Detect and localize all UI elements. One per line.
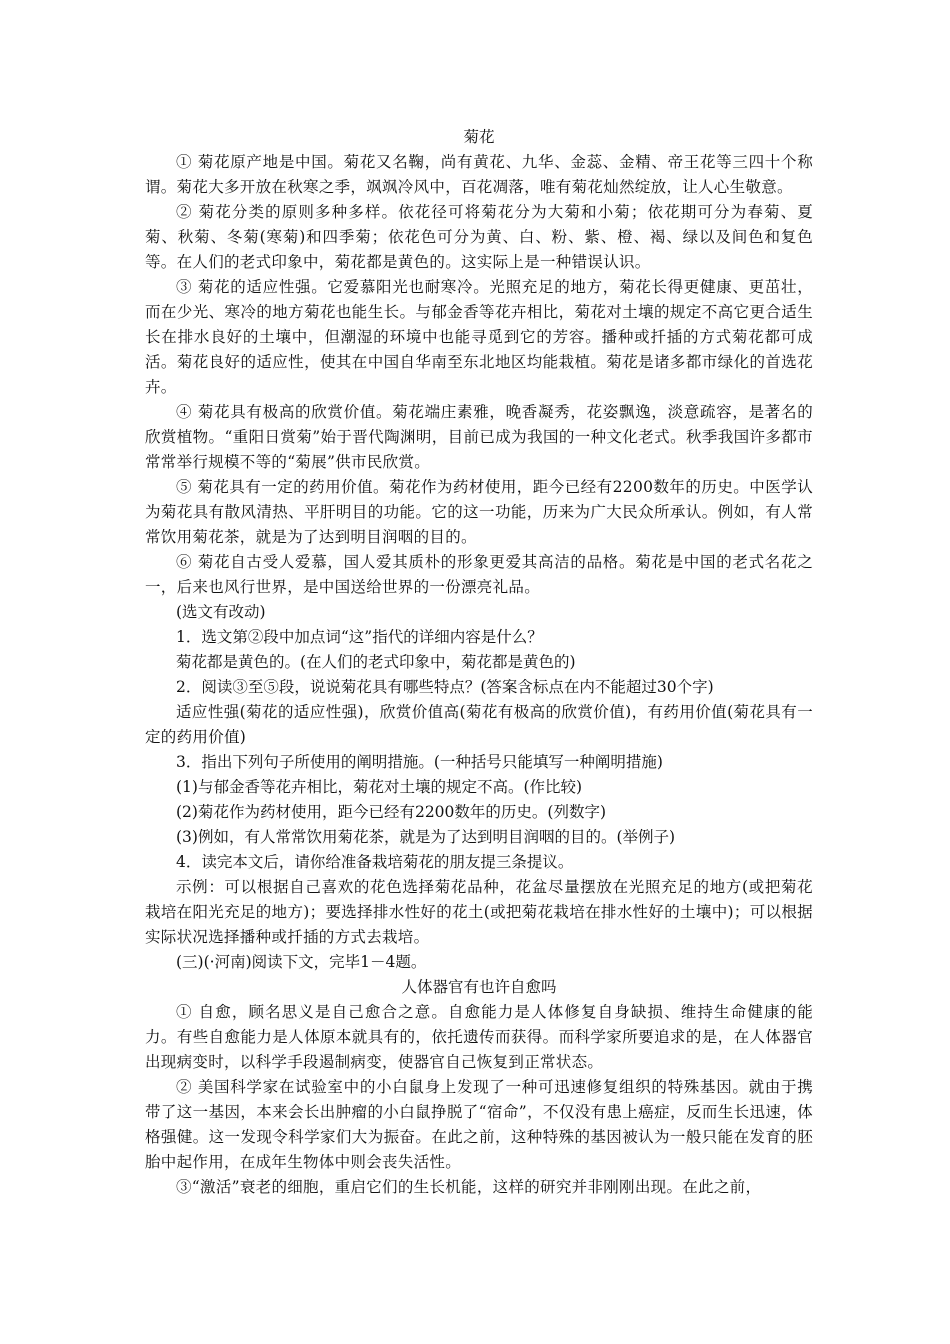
document-page [145, 125, 813, 1200]
article-title-chrysanthemum: 菊花 [463, 128, 495, 146]
question-3-item-1: (1)与郁金香等花卉相比，菊花对土壤的规定不高。(作比较) [176, 778, 583, 796]
answer-2: 适应性强(菊花的适应性强)，欣赏价值高(菊花有极高的欣赏价值)，有药用价值(菊花具有一定的药用价值) [145, 703, 813, 746]
answer-4: 示例：可以根据自己喜欢的花色选择菊花品种，花盆尽量摆放在光照充足的地方(或把菊花栽培在阳光充足的地方)；要选择排水性好的花土(或把菊花栽培在排水性好的土壤中)；可以根据实际状况选择播种或扦插的方式去栽培。 [145, 878, 813, 946]
paragraph-3: ③ 菊花的适应性强。它爱慕阳光也耐寒冷。光照充足的地方，菊花长得更健康、更茁壮，而在少光、寒冷的地方菊花也能生长。与郁金香等花卉相比，菊花对土壤的规定不高它更合适生长在排水良好的土壤中，但潮湿的环境中也能寻觅到它的芳容。播种或扦插的方式菊花都可成活。菊花良好的适应性，使其在中国自华南至东北地区均能栽植。菊花是诸多都市绿化的首选花卉。 [145, 278, 813, 396]
source-note: (选文有改动) [176, 603, 266, 621]
question-1: 1．选文第②段中加点词“这”指代的详细内容是什么？ [176, 628, 543, 646]
question-2: 2．阅读③至⑤段，说说菊花具有哪些特点？(答案含标点在内不能超过30个字) [176, 678, 714, 696]
paragraph-6: ⑥ 菊花自古受人爱慕，国人爱其质朴的形象更爱其高洁的品格。菊花是中国的老式名花之一，后来也风行世界，是中国送给世界的一份漂亮礼品。 [145, 553, 813, 596]
answer-1: 菊花都是黄色的。(在人们的老式印象中，菊花都是黄色的) [176, 653, 576, 671]
body-paragraph-1: ① 自愈，顾名思义是自己愈合之意。自愈能力是人体修复自身缺损、维持生命健康的能力。有些自愈能力是人体原本就具有的，依托遗传而获得。而科学家所要追求的是，在人体器官出现病变时，以科学手段遏制病变，使器官自己恢复到正常状态。 [145, 1003, 813, 1071]
body-paragraph-2: ② 美国科学家在试验室中的小白鼠身上发现了一种可迅速修复组织的特殊基因。就由于携带了这一基因，本来会长出肿瘤的小白鼠挣脱了“宿命”，不仅没有患上癌症，反而生长迅速，体格强健。这一发现令科学家们大为振奋。在此之前，这种特殊的基因被认为一般只能在发育的胚胎中起作用，在成年生物体中则会丧失活性。 [145, 1078, 813, 1171]
paragraph-1: ① 菊花原产地是中国。菊花又名鞠，尚有黄花、九华、金蕊、金精、帝王花等三四十个称谓。菊花大多开放在秋寒之季，飒飒冷风中，百花凋落，唯有菊花灿然绽放，让人心生敬意。 [145, 153, 813, 196]
paragraph-5: ⑤ 菊花具有一定的药用价值。菊花作为药材使用，距今已经有2200数年的历史。中医学认为菊花具有散风清热、平肝明目的功能。它的这一功能，历来为广大民众所承认。例如，有人常常饮用菊花茶，就是为了达到明目润咽的目的。 [145, 478, 813, 546]
question-4: 4．读完本文后，请你给准备栽培菊花的朋友提三条提议。 [176, 853, 574, 871]
paragraph-2: ② 菊花分类的原则多种多样。依花径可将菊花分为大菊和小菊；依花期可分为春菊、夏菊、秋菊、冬菊(寒菊)和四季菊；依花色可分为黄、白、粉、紫、橙、褐、绿以及间色和复色等。在人们的老式印象中，菊花都是黄色的。这实际上是一种错误认识。 [145, 203, 813, 271]
body-paragraph-3: ③“激活”衰老的细胞，重启它们的生长机能，这样的研究并非刚刚出现。在此之前， [176, 1178, 762, 1196]
question-3: 3．指出下列句子所使用的阐明措施。(一种括号只能填写一种阐明措施) [176, 753, 663, 771]
question-3-item-2: (2)菊花作为药材使用，距今已经有2200数年的历史。(列数字) [176, 803, 606, 821]
question-3-item-3: (3)例如，有人常常饮用菊花茶，就是为了达到明目润咽的目的。(举例子) [176, 828, 676, 846]
section-3-heading: (三)(·河南)阅读下文，完毕1－4题。 [176, 953, 427, 971]
article-title-self-healing: 人体器官有也许自愈吗 [401, 978, 557, 996]
paragraph-4: ④ 菊花具有极高的欣赏价值。菊花端庄素雅，晚香凝秀，花姿飘逸，淡意疏容，是著名的欣赏植物。“重阳日赏菊”始于晋代陶渊明，目前已成为我国的一种文化老式。秋季我国许多都市常常举行规模不等的“菊展”供市民欣赏。 [145, 403, 813, 471]
